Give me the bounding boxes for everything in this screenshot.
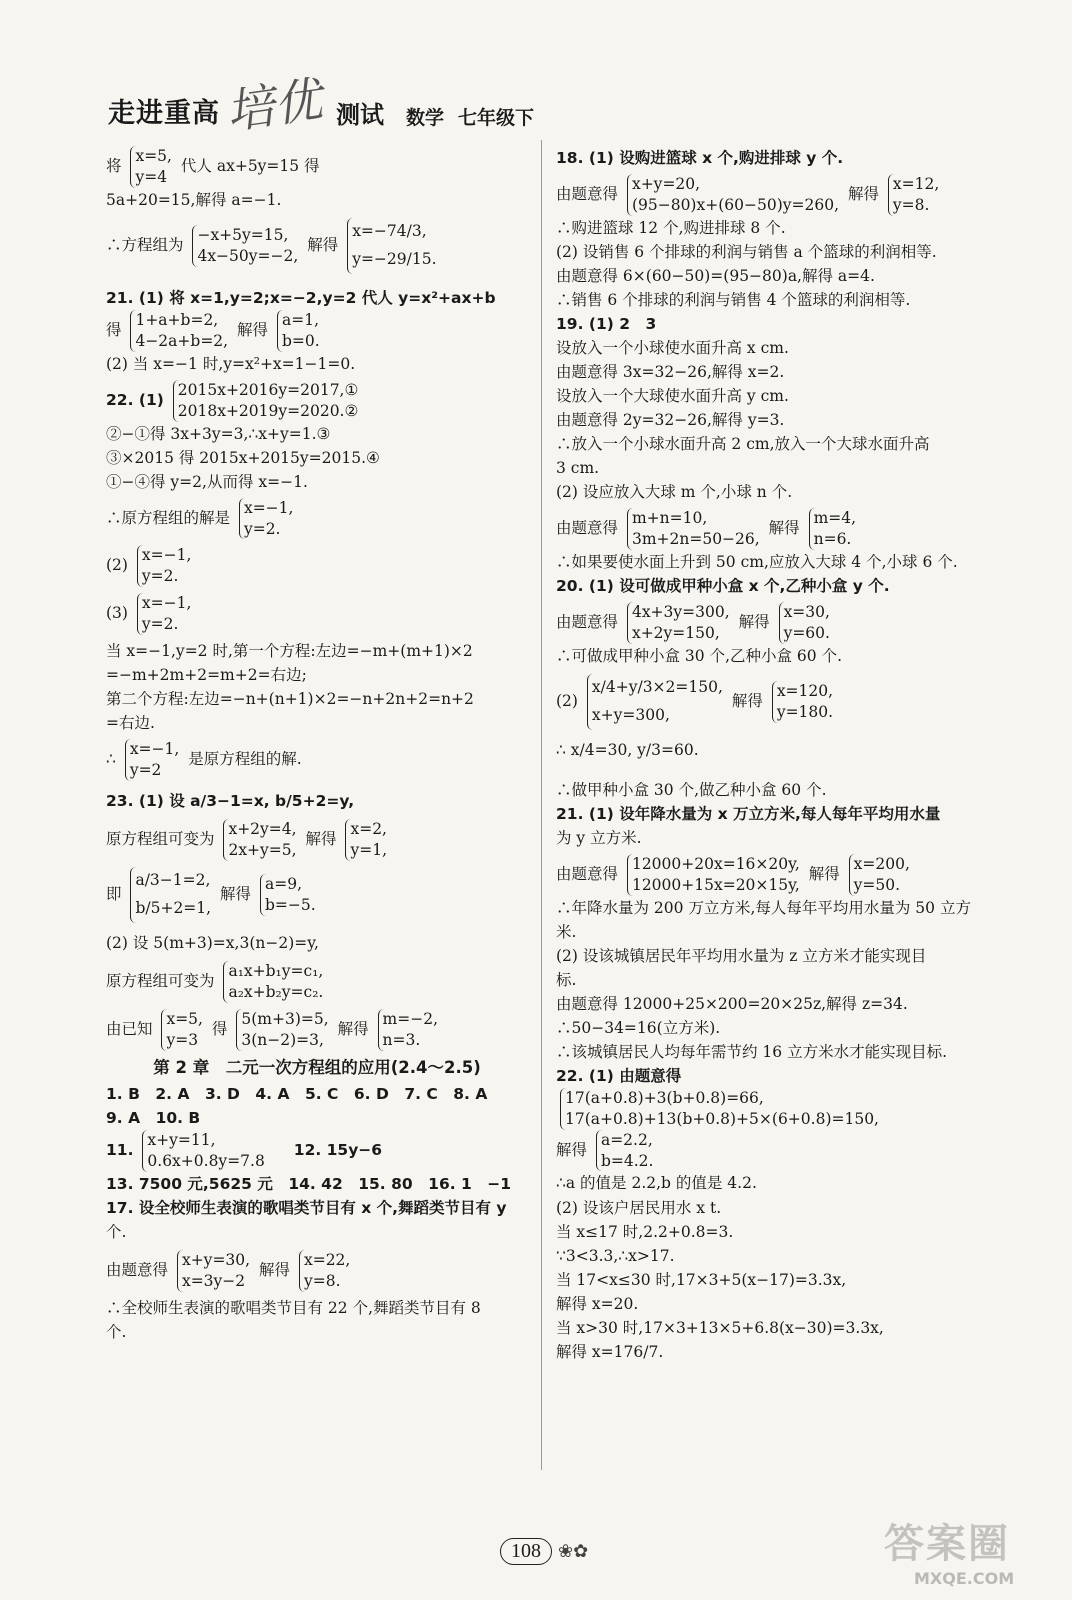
equation-system: a/3−1=2, b/5+2=1, bbox=[130, 867, 211, 923]
answer-line: 设放入一个小球使水面升高 x cm. bbox=[556, 338, 789, 357]
answer-line: 20. (1) 设可做成甲种小盒 x 个,乙种小盒 y 个. bbox=[556, 576, 890, 595]
answer-line: ∴该城镇居民人均每年需节约 16 立方米水才能实现目标. bbox=[556, 1042, 948, 1061]
equation-system: x=5, y=4 bbox=[130, 146, 172, 188]
answer-line: 1. B 2. A 3. D 4. A 5. C 6. D 7. C 8. A bbox=[106, 1085, 488, 1104]
equation-system: x=12, y=8. bbox=[888, 174, 939, 216]
answer-line: ③×2015 得 2015x+2015y=2015.④ bbox=[106, 448, 380, 467]
header-grade: 七年级下 bbox=[458, 107, 535, 129]
answer-line: ∴全校师生表演的歌唱类节目有 22 个,舞蹈类节目有 8 bbox=[106, 1298, 481, 1317]
answer-line: 3 cm. bbox=[556, 459, 600, 478]
answer-line: (2) 设 5(m+3)=x,3(n−2)=y, bbox=[106, 933, 319, 952]
answer-line: ∴年降水量为 200 万立方米,每人每年平均用水量为 50 立方 bbox=[556, 898, 971, 917]
answer-line: ②−①得 3x+3y=3,∴x+y=1.③ bbox=[106, 424, 331, 443]
answer-line: 17. 设全校师生表演的歌唱类节目有 x 个,舞蹈类节目有 y bbox=[106, 1199, 507, 1218]
answer-line: 13. 7500 元,5625 元 14. 42 15. 80 16. 1 −1 bbox=[106, 1175, 512, 1194]
answer-line: 标. bbox=[556, 970, 577, 989]
equation-system: a=1, b=0. bbox=[277, 310, 320, 352]
answer-line: =−m+2m+2=m+2=右边; bbox=[106, 666, 307, 685]
answer-line: ∴做甲种小盒 30 个,做乙种小盒 60 个. bbox=[556, 780, 827, 799]
equation-system: x=−74/3, y=−29/15. bbox=[347, 218, 436, 274]
answer-line: 由题意得 12000+25×200=20×25z,解得 z=34. bbox=[556, 994, 908, 1013]
answer-line: 由题意得 4x+3y=300, x+2y=150, 解得 x=30, y=60. bbox=[556, 602, 830, 642]
equation-system: x+2y=4, 2x+y=5, bbox=[223, 819, 296, 861]
answer-line: ∴a 的值是 2.2,b 的值是 4.2. bbox=[556, 1174, 757, 1193]
answer-line: 当 x=−1,y=2 时,第一个方程:左边=−m+(m+1)×2 bbox=[106, 642, 473, 661]
equation-system: x=−1, y=2. bbox=[239, 498, 294, 540]
answer-line: 原方程组可变为 x+2y=4, 2x+y=5, 解得 x=2, y=1, bbox=[106, 820, 388, 859]
equation-system: a₁x+b₁y=c₁, a₂x+b₂y=c₂. bbox=[223, 961, 323, 1003]
answer-line: ∴原方程组的解是 x=−1, y=2. bbox=[106, 498, 294, 538]
page-number: 108 bbox=[500, 1538, 552, 1565]
equation-system: m+n=10, 3m+2n=50−26, bbox=[627, 508, 760, 550]
header-calligraphy-logo: 培优 bbox=[222, 71, 326, 141]
answer-line: 解得 a=2.2, b=4.2. bbox=[556, 1130, 654, 1170]
answer-line: ∴如果要使水面上升到 50 cm,应放入大球 4 个,小球 6 个. bbox=[556, 552, 958, 571]
equation-system: x/4+y/3×2=150, x+y=300, bbox=[587, 674, 723, 730]
answer-line: 由题意得 12000+20x=16×20y, 12000+15x=20×15y, 解得 x=200, y=50. bbox=[556, 854, 910, 894]
answer-line: ∴购进篮球 12 个,购进排球 8 个. bbox=[556, 218, 786, 237]
watermark-logo: 答案圈 bbox=[884, 1521, 1010, 1567]
equation-system: 5(m+3)=5, 3(n−2)=3, bbox=[236, 1009, 328, 1051]
answer-line: 米. bbox=[556, 922, 577, 941]
equation-system: a=9, b=−5. bbox=[260, 874, 316, 916]
answer-line: 23. (1) 设 a/3−1=x, b/5+2=y, bbox=[106, 792, 355, 811]
answer-line: ∴ x/4=30, y/3=60. bbox=[556, 740, 699, 759]
equation-system: −x+5y=15, 4x−50y=−2, bbox=[192, 225, 298, 267]
answer-line: 将 x=5, y=4 代人 ax+5y=15 得 bbox=[106, 147, 320, 186]
equation-system: 2015x+2016y=2017,① 2018x+2019y=2020.② bbox=[173, 380, 359, 422]
watermark bbox=[884, 1512, 1054, 1592]
answer-line: 设放入一个大球使水面升高 y cm. bbox=[556, 386, 789, 405]
answer-line: 由题意得 3x=32−26,解得 x=2. bbox=[556, 362, 785, 381]
answer-line: (2) 设销售 6 个排球的利润与销售 a 个篮球的利润相等. bbox=[556, 242, 937, 261]
answer-line: ∴放入一个小球水面升高 2 cm,放入一个大球水面升高 bbox=[556, 435, 930, 453]
answer-line: 个. bbox=[106, 1322, 127, 1341]
answer-line: ∴销售 6 个排球的利润与销售 4 个篮球的利润相等. bbox=[556, 290, 911, 309]
header-subject: 数学 bbox=[406, 107, 445, 129]
answer-line: ①−④得 y=2,从而得 x=−1. bbox=[106, 472, 308, 491]
answer-line bbox=[556, 1088, 996, 1130]
page-footer bbox=[500, 1538, 588, 1565]
equation-system: a=2.2, b=4.2. bbox=[596, 1130, 654, 1172]
equation-system: m=−2, n=3. bbox=[378, 1009, 438, 1051]
answer-line: 即 a/3−1=2, b/5+2=1, 解得 a=9, b=−5. bbox=[106, 867, 528, 927]
answer-line: (2) 当 x=−1 时,y=x²+x=1−1=0. bbox=[106, 354, 356, 373]
answer-line: (2) x=−1, y=2. bbox=[106, 546, 192, 586]
column-divider bbox=[541, 140, 542, 1470]
equation-system: x=2, y=1, bbox=[345, 819, 387, 861]
answer-line: 22. (1) 2015x+2016y=2017,① 2018x+2019y=2020.② bbox=[106, 380, 359, 420]
answer-line: =右边. bbox=[106, 714, 155, 733]
answer-line: 个. bbox=[106, 1223, 127, 1242]
answer-line: 由已知 x=5, y=3 得 5(m+3)=5, 3(n−2)=3, 解得 m=−2, n=3. bbox=[106, 1009, 439, 1049]
answer-line: 解得 x=20. bbox=[556, 1294, 639, 1313]
answer-line: 由题意得 6×(60−50)=(95−80)a,解得 a=4. bbox=[556, 266, 875, 285]
answer-line: 第二个方程:左边=−n+(n+1)×2=−n+2n+2=n+2 bbox=[106, 690, 474, 709]
answer-line: 由题意得 x+y=20, (95−80)x+(60−50)y=260, 解得 x=12, y=8. bbox=[556, 175, 940, 214]
answer-line: ∴方程组为 −x+5y=15, 4x−50y=−2, 解得 x=−74/3, y=−29/15. bbox=[106, 218, 528, 278]
equation-system: 1+a+b=2, 4−2a+b=2, bbox=[130, 310, 228, 352]
answer-line: 得 1+a+b=2, 4−2a+b=2, 解得 a=1, b=0. bbox=[106, 310, 320, 350]
equation-system: x=120, y=180. bbox=[772, 681, 833, 723]
flower-ornament-icon: ❀✿ bbox=[558, 1541, 589, 1562]
answer-line: 5a+20=15,解得 a=−1. bbox=[106, 190, 282, 209]
answer-line: 为 y 立方米. bbox=[556, 828, 642, 847]
answer-line: ∴可做成甲种小盒 30 个,乙种小盒 60 个. bbox=[556, 646, 843, 665]
answer-line: (2) 设应放入大球 m 个,小球 n 个. bbox=[556, 483, 793, 502]
header-subtitle: 测试 bbox=[336, 101, 385, 129]
answer-line: 当 x>30 时,17×3+13×5+6.8(x−30)=3.3x, bbox=[556, 1318, 884, 1337]
equation-system: x=5, y=3 bbox=[161, 1009, 203, 1051]
equation-system: x+y=11, 0.6x+0.8y=7.8 bbox=[142, 1130, 264, 1172]
equation-system: x+y=30, x=3y−2 bbox=[177, 1250, 250, 1292]
equation-system: 12000+20x=16×20y, 12000+15x=20×15y, bbox=[627, 854, 800, 896]
left-column bbox=[106, 146, 528, 1344]
answer-line: 21. (1) 设年降水量为 x 万立方米,每人每年平均用水量 bbox=[556, 804, 941, 823]
equation-system: 4x+3y=300, x+2y=150, bbox=[627, 602, 730, 644]
equation-system: x=−1, y=2. bbox=[137, 545, 192, 587]
equation-system: x=−1, y=2 bbox=[125, 739, 180, 781]
page-header bbox=[108, 66, 535, 141]
equation-system: x=30, y=60. bbox=[779, 602, 830, 644]
equation-system: 17(a+0.8)+3(b+0.8)=66, 17(a+0.8)+13(b+0.8)+5×(6+0.8)=150, bbox=[560, 1088, 879, 1130]
answer-line: (2) 设该户居民用水 x t. bbox=[556, 1198, 722, 1217]
answer-line: 由题意得 2y=32−26,解得 y=3. bbox=[556, 410, 785, 429]
right-column bbox=[556, 146, 996, 1364]
answer-line: 18. (1) 设购进篮球 x 个,购进排球 y 个. bbox=[556, 149, 844, 167]
answer-line: 原方程组可变为 a₁x+b₁y=c₁, a₂x+b₂y=c₂. bbox=[106, 961, 324, 1001]
equation-system: x+y=20, (95−80)x+(60−50)y=260, bbox=[627, 174, 839, 216]
answer-line: 由题意得 m+n=10, 3m+2n=50−26, 解得 m=4, n=6. bbox=[556, 509, 857, 548]
watermark-url: MXQE.COM bbox=[914, 1569, 1015, 1588]
answer-line: (2) x/4+y/3×2=150, x+y=300, 解得 x=120, y=180. bbox=[556, 674, 996, 734]
answer-line: (3) x=−1, y=2. bbox=[106, 594, 192, 634]
header-brand: 走进重高 bbox=[108, 98, 220, 129]
answer-line: 22. (1) 由题意得 bbox=[556, 1066, 682, 1085]
answer-line: 解得 x=176/7. bbox=[556, 1342, 664, 1361]
answer-line: (2) 设该城镇居民年平均用水量为 z 立方米才能实现目 bbox=[556, 946, 927, 965]
answer-line: 当 x≤17 时,2.2+0.8=3. bbox=[556, 1222, 734, 1241]
answer-line: ∴50−34=16(立方米). bbox=[556, 1018, 721, 1037]
equation-system: x=−1, y=2. bbox=[137, 593, 192, 635]
answer-line: 由题意得 x+y=30, x=3y−2 解得 x=22, y=8. bbox=[106, 1251, 351, 1291]
equation-system: x=22, y=8. bbox=[299, 1250, 350, 1292]
answer-line: 9. A 10. B bbox=[106, 1109, 201, 1128]
answer-line: 当 17<x≤30 时,17×3+5(x−17)=3.3x, bbox=[556, 1270, 847, 1289]
answer-line: 21. (1) 将 x=1,y=2;x=−2,y=2 代人 y=x²+ax+b bbox=[106, 288, 496, 307]
equation-system: x=200, y=50. bbox=[849, 854, 910, 896]
answer-line: ∵3<3.3,∴x>17. bbox=[556, 1246, 675, 1265]
answer-line: ∴ x=−1, y=2 是原方程组的解. bbox=[106, 740, 302, 780]
answer-line: 19. (1) 2 3 bbox=[556, 314, 657, 333]
equation-system: m=4, n=6. bbox=[809, 508, 856, 550]
chapter-heading: 第 2 章 二元一次方程组的应用(2.4～2.5) bbox=[153, 1057, 481, 1077]
answer-line: 11. x+y=11, 0.6x+0.8y=7.8 12. 15y−6 bbox=[106, 1131, 383, 1171]
